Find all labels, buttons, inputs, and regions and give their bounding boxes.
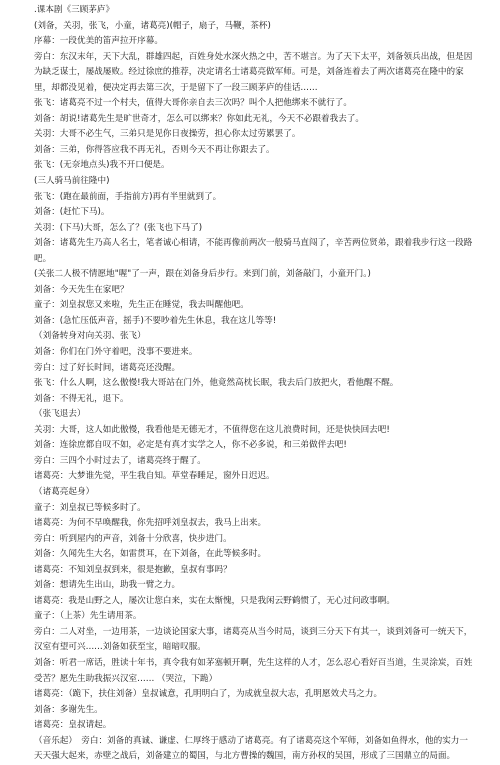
dialogue-line: 刘备：久闻先生大名，如雷贯耳，在下刘备，在此等候多时。: [34, 549, 267, 560]
stage-direction: (关张二人极不情愿地"喔"了一声，跟在刘备身后步行。来到门前，刘备敲门，小童开门。): [34, 269, 371, 280]
dialogue-line: 刘备：连徐庶都自叹不如，必定是有真才实学之人，你不必多说，和三弟做伴去吧!: [34, 440, 347, 451]
dialogue-line: 张飞：什么人啊，这么傲慢!我大哥站在门外，他竟然高枕长眠，我去后门放把火，看他醒不醒。: [34, 378, 399, 389]
narration-opening: 旁白：东汉末年，天下大乱，群雄四起，百姓身处水深火热之中，苦不堪言。为了天下太平，刘备领兵出战，但是因为缺乏谋士，屡战屡败。经过徐庶的推荐，决定请名士诸葛亮做军师。可是，刘备连着去了两次诸葛亮在隆中的家里，却都没见着，便决定再去第三次，于是留下了一段三顾茅庐的佳话……: [34, 51, 473, 93]
dialogue-line: 童子：刘皇叔已等候多时了。: [34, 502, 146, 513]
dialogue-line: 关羽：(下马)大哥，怎么了？(张飞也下马了): [34, 222, 203, 233]
cast-props: (刘备，关羽，张飞，小童，诸葛亮)(帽子，扇子，马鞭，茶杯): [34, 20, 271, 31]
dialogue-line: 张飞：诸葛亮不过一个村夫，值得大哥你亲自去三次吗？叫个人把他绑来不就行了。: [34, 98, 352, 109]
dialogue-line: 刘备：听君一席话，胜读十年书，真令我有如茅塞顿开啊，先生这样的人才，怎么忍心看好百当道，生灵涂炭，百姓受苦？愿先生助我振兴汉室…… （哭泣，下跪）: [34, 657, 473, 684]
dialogue-line: 张飞：(跑在最前面，手指前方)再有半里就到了。: [34, 191, 222, 202]
dialogue-line: 张飞：(无奈地点头)我不开口便是。: [34, 160, 170, 171]
stage-direction: （诸葛亮起身）: [34, 486, 95, 497]
dialogue-line: 诸葛亮：（跪下，扶住刘备）皇叔诚意，孔明明白了，为成就皇叔大志，孔明愿效犬马之力。: [34, 689, 383, 700]
dialogue-line: 关羽：大哥，这人如此傲慢，我看他是无德无才，不值得您在这儿浪费时间，还是快快回去吧!: [34, 424, 390, 435]
script-title: .课本剧《三顾茅庐》: [34, 5, 115, 15]
dialogue-line: 童子：（上茶）先生请用茶。: [34, 611, 142, 622]
dialogue-line: 刘备：诸葛先生乃高人名士，笔者诚心相请，不能再像前两次一般骑马直闯了，辛苦两位贤弟，跟着我步行这一段路吧。: [34, 238, 473, 264]
dialogue-line: 刘备：(赶忙下马)。: [34, 207, 110, 218]
dialogue-line: 刘备：你们在门外守着吧，没事不要进来。: [34, 347, 198, 358]
dialogue-line: 刘备：胡说!诸葛先生是旷世奇才，怎么可以绑来？你如此无礼，今天不必跟着我去了。: [34, 113, 365, 124]
dialogue-line: 关羽：大哥不必生气，三弟只是见你日夜操劳，担心你太过劳累罢了。: [34, 129, 301, 140]
narration-line: 旁白：过了好长时间，诸葛亮还没醒。: [34, 362, 181, 373]
dialogue-line: 诸葛亮：大梦谁先觉，平生我自知。草堂春睡足，窗外日迟迟。: [34, 471, 275, 482]
stage-direction: (三人骑马前往隆中): [34, 176, 110, 187]
dialogue-line: 诸葛亮：皇叔请起。: [34, 720, 112, 731]
dialogue-line: 诸葛亮：不知刘皇叔到来，很是抱歉，皇叔有事吗？: [34, 564, 232, 575]
dialogue-line: 诸葛亮：我是山野之人，屡次让您白来，实在太惭愧，只是我闲云野鹤惯了，无心过问政事啊。: [34, 595, 395, 606]
prologue: 序幕：一段优美的笛声拉开序幕。: [34, 36, 163, 47]
stage-direction: （张飞退去）: [34, 409, 86, 420]
narration-line: 旁白：二人对坐，一边用茶，一边谈论国家大事，诸葛亮从当今时局，谈到三分天下有其一，谈到刘备可一统天下，汉室有望可兴……刘备如获至宝，暗暗叹服。: [34, 626, 473, 653]
stage-direction: （刘备转身对向关羽、张飞）: [34, 331, 146, 342]
closing-narration: （音乐起） 旁白：刘备的真诚、谦虚、仁厚终于感动了诸葛亮。有了诸葛亮这个军师，刘备如鱼得水，他的实力一天天强大起来，赤壁之战后，刘备建立的蜀国，与北方曹操的魏国，南方孙权的吴国，形成了三国鼎立的局面。: [34, 735, 468, 762]
dialogue-line: 刘备：(急忙压低声音，摇手)不要吵着先生休息，我在这儿等等!: [34, 315, 277, 326]
narration-line: 旁白：三四个小时过去了，诸葛亮终于醒了。: [34, 455, 206, 466]
dialogue-line: 诸葛亮：为何不早唤醒我，你先招呼刘皇叔去，我马上出来。: [34, 518, 267, 529]
dialogue-line: 刘备：三弟，你得答应我不再无礼，否则今天不再让你跟去了。: [34, 144, 275, 155]
narration-line: 旁白：听到屋内的声音，刘备十分欣喜，快步进门。: [34, 533, 232, 544]
dialogue-line: 童子：刘皇叔您又来啦，先生正在睡觉，我去叫醒他吧。: [34, 300, 249, 311]
dialogue-line: 刘备：多谢先生。: [34, 704, 103, 715]
dialogue-line: 刘备：不得无礼，退下。: [34, 393, 129, 404]
dialogue-line: 刘备：想请先生出山，助我一臂之力。: [34, 580, 181, 591]
dialogue-line: 刘备：今天先生在家吧？: [34, 284, 129, 295]
